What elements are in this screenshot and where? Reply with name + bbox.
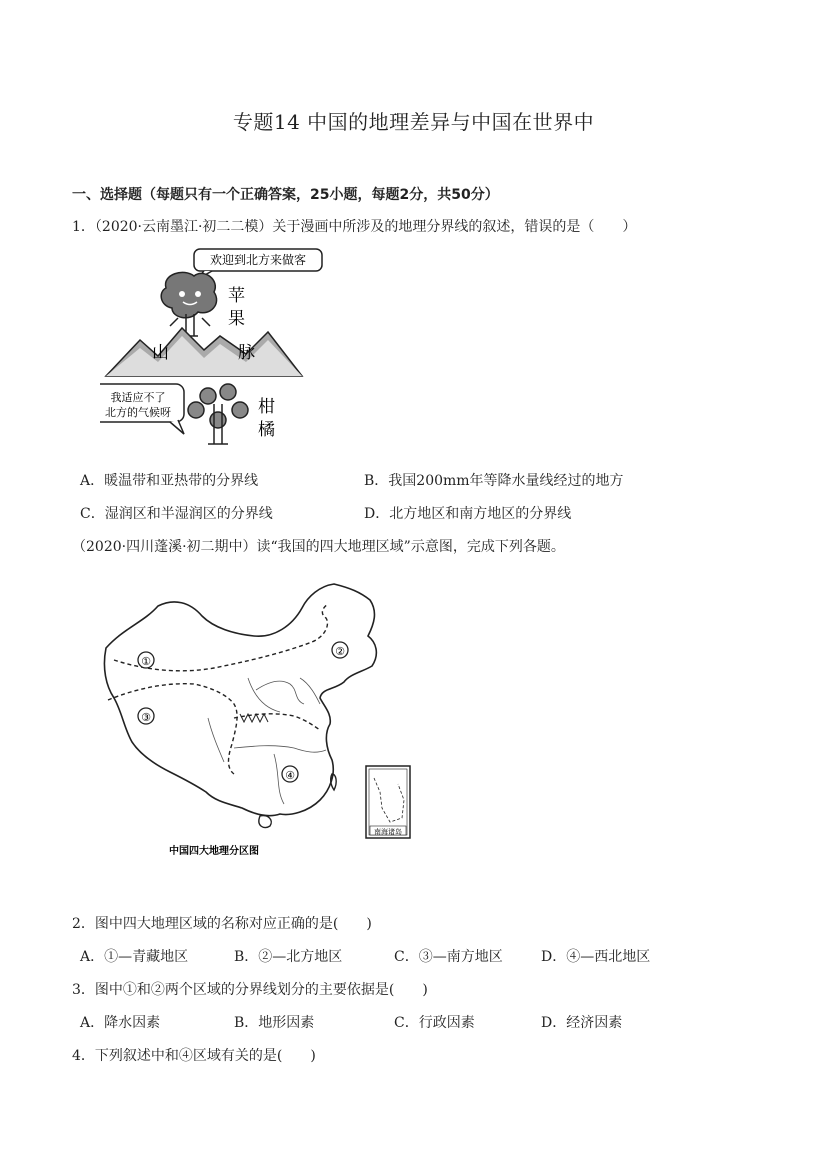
- apple-label-1: 苹: [228, 286, 245, 306]
- q1-option-b: B．我国200mm年等降水量线经过的地方: [364, 473, 624, 489]
- q3-option-b: B．地形因素: [234, 1015, 315, 1031]
- q3-option-a: A．降水因素: [80, 1015, 161, 1031]
- q2-option-d: D．④—西北地区: [541, 949, 651, 965]
- q3-option-d: D．经济因素: [541, 1015, 623, 1031]
- bubble-top-text: 欢迎到北方来做客: [209, 253, 307, 267]
- bubble-bottom-line-2: 北方的气候呀: [105, 406, 171, 419]
- apple-label-2: 果: [228, 309, 245, 329]
- china-map: [84, 578, 414, 862]
- section-heading: 一、选择题（每题只有一个正确答案，25小题，每题2分，共50分）: [72, 187, 499, 203]
- q1-option-c: C．湿润区和半湿润区的分界线: [80, 506, 273, 522]
- group-intro: （2020·四川蓬溪·初二期中）读“我国的四大地理区域”示意图，完成下列各题。: [72, 539, 565, 555]
- region-label-1: ①: [141, 655, 151, 668]
- q1-option-a: A．暖温带和亚热带的分界线: [80, 473, 259, 489]
- q2-option-c: C．③—南方地区: [394, 949, 503, 965]
- q3-option-c: C．行政因素: [394, 1015, 475, 1031]
- orange-label-1: 柑: [258, 397, 275, 417]
- apple-tree-icon: [161, 272, 216, 317]
- mountain-label-2: 脉: [238, 343, 255, 363]
- orange-label-2: 橘: [258, 420, 275, 440]
- q2-option-a: A．①—青藏地区: [80, 949, 189, 965]
- q2-option-b: B．②—北方地区: [234, 949, 343, 965]
- page-title: 专题14 中国的地理差异与中国在世界中: [232, 110, 595, 134]
- question-2-stem: 2．图中四大地理区域的名称对应正确的是( ): [72, 916, 372, 932]
- q1-option-d: D．北方地区和南方地区的分界线: [364, 506, 572, 522]
- cartoon-illustration: [100, 244, 330, 446]
- region-label-4: ④: [285, 769, 295, 782]
- map-caption: 中国四大地理分区图: [169, 846, 259, 857]
- question-3-stem: 3．图中①和②两个区域的分界线划分的主要依据是( ): [72, 982, 428, 998]
- question-1-stem: 1．（2020·云南墨江·初二二模）关于漫画中所涉及的地理分界线的叙述，错误的是（ ）: [72, 219, 637, 235]
- mountain-label-1: 山: [152, 343, 169, 363]
- region-label-2: ②: [335, 645, 345, 658]
- bubble-bottom-line-1: 我适应不了: [110, 391, 166, 404]
- inset-label: 南海诸岛: [374, 828, 402, 836]
- region-label-3: ③: [141, 711, 151, 724]
- question-4-stem: 4．下列叙述中和④区域有关的是( ): [72, 1048, 316, 1064]
